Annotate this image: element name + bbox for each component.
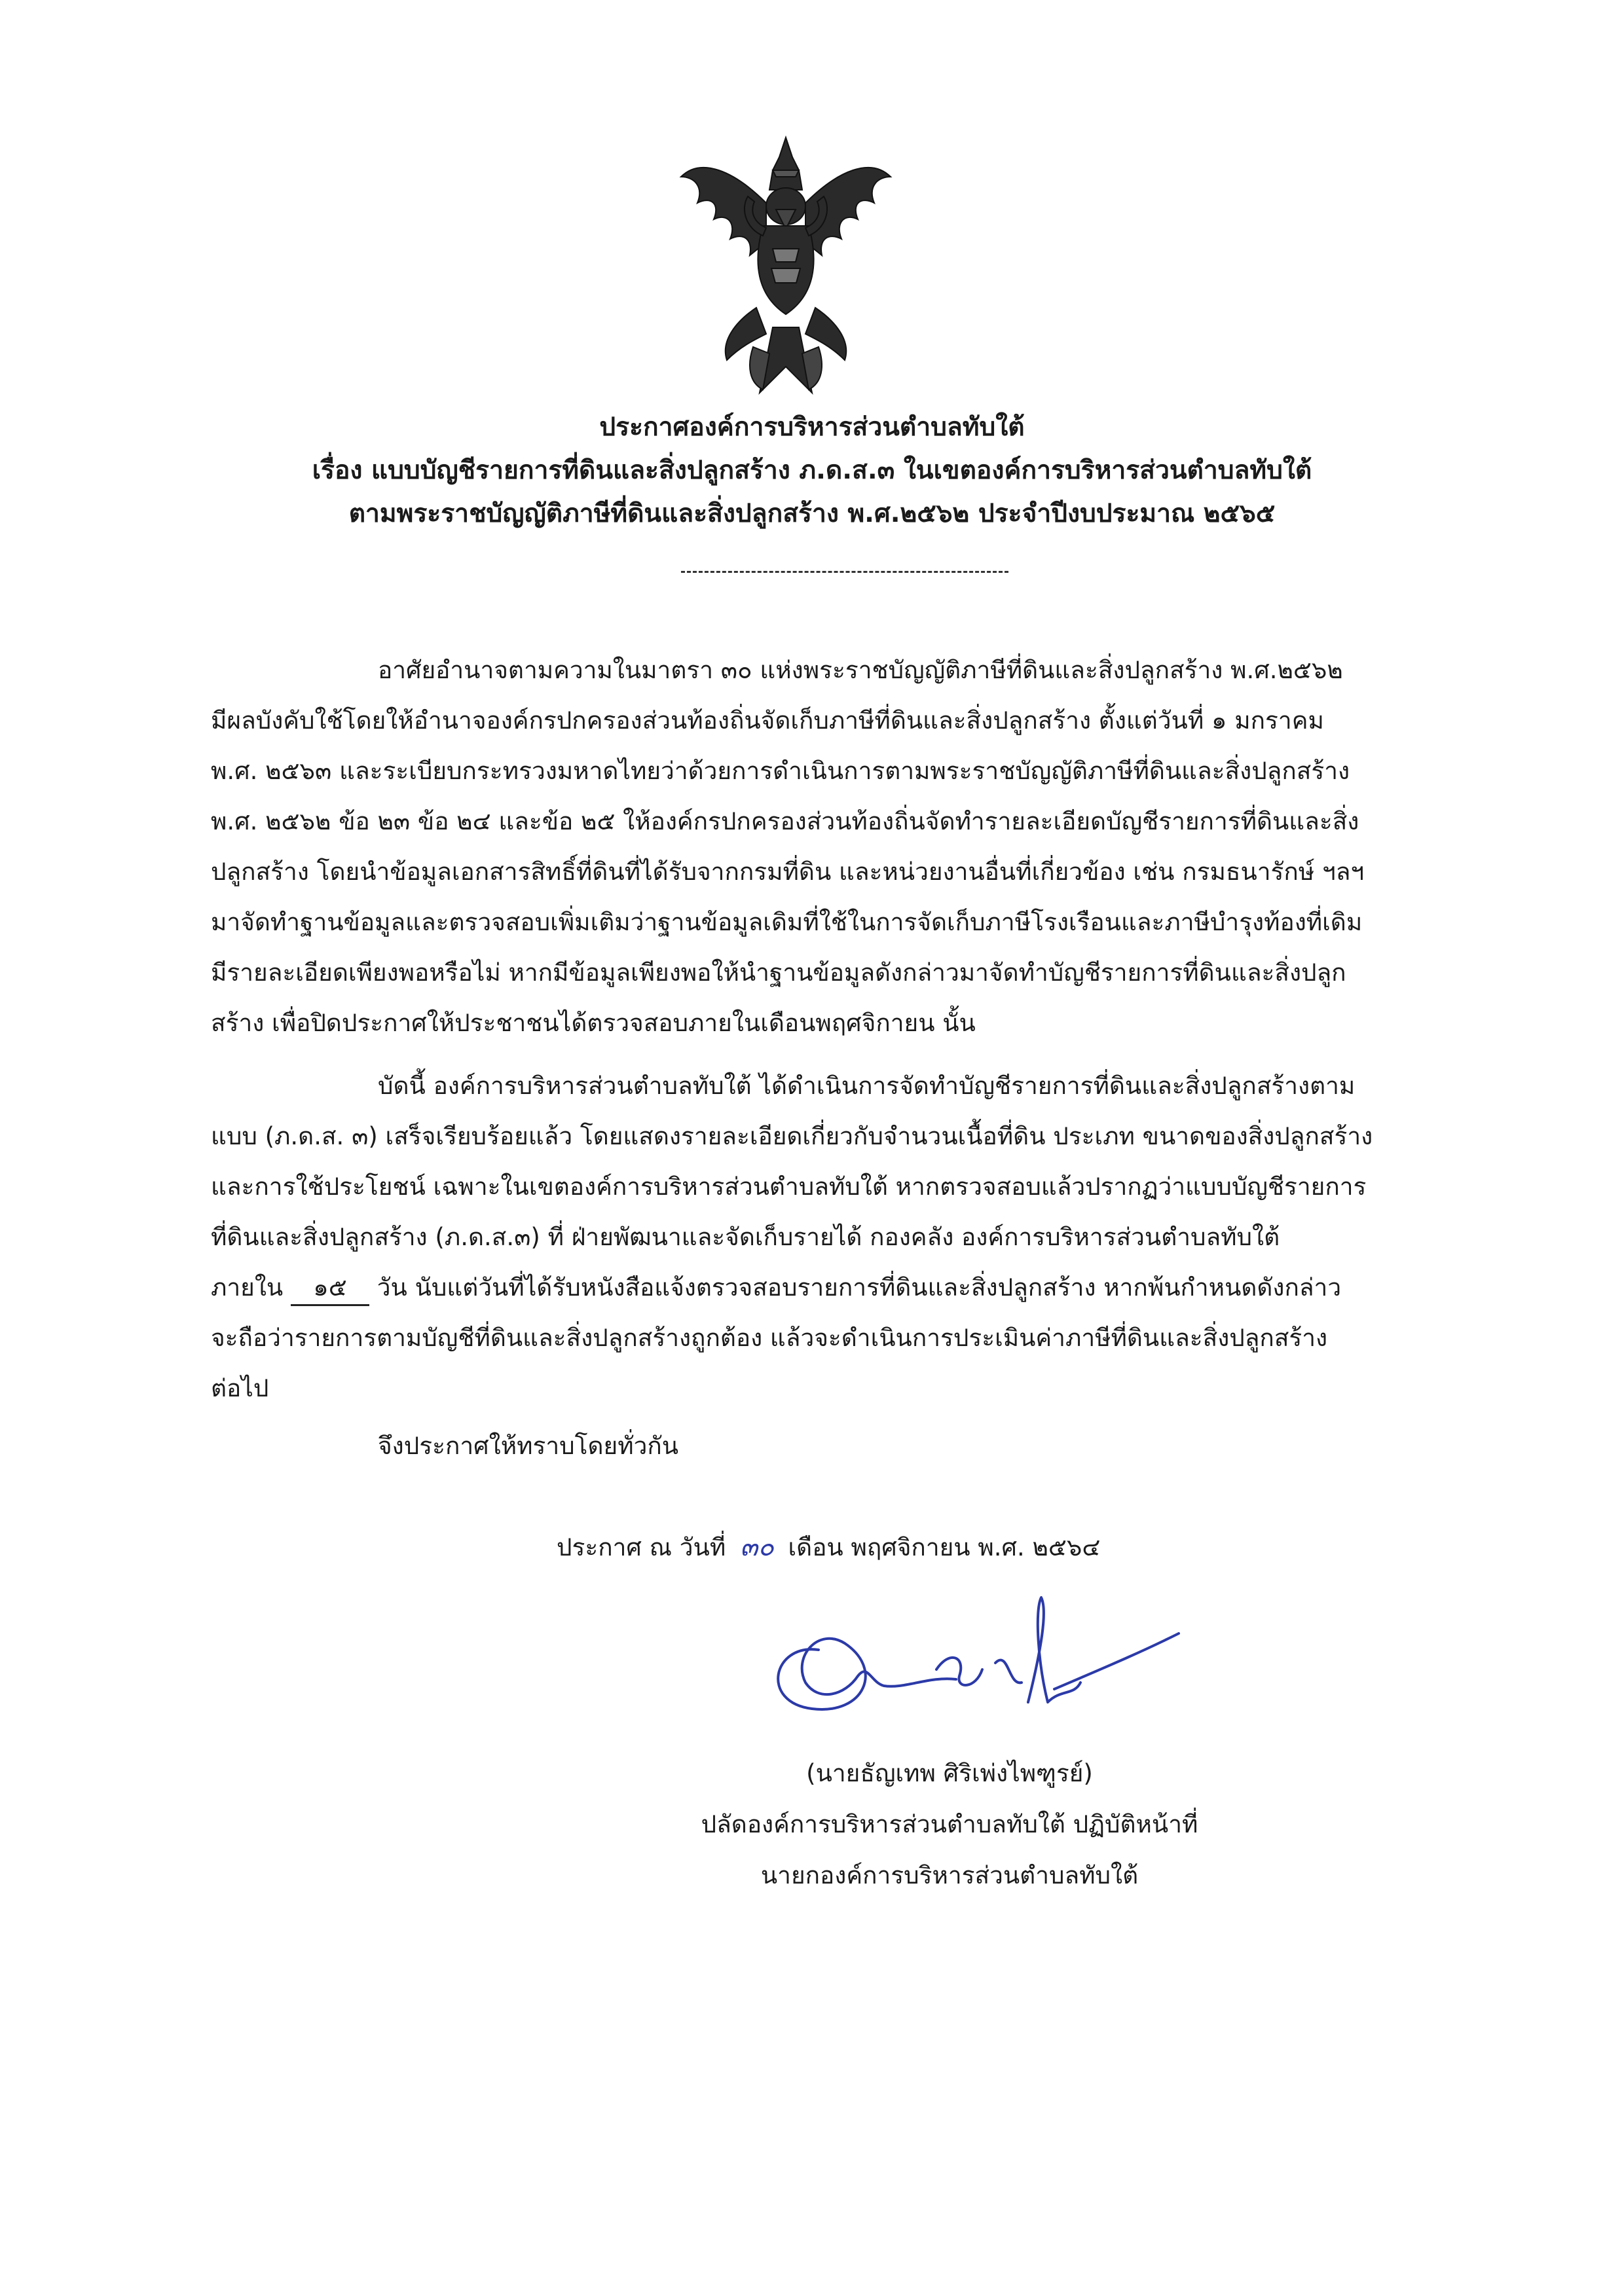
paragraph-line: จะถือว่ารายการตามบัญชีที่ดินและสิ่งปลูกสร้างถูกต้อง แล้วจะดำเนินการประเมินค่าภาษีที่ดินและสิ่งปลูกสร้าง — [211, 1324, 1328, 1352]
title-line-1: ประกาศองค์การบริหารส่วนตำบลทับใต้ — [599, 412, 1025, 442]
signer-position-1: ปลัดองค์การบริหารส่วนตำบลทับใต้ ปฏิบัติหน้าที่ — [701, 1810, 1198, 1838]
paragraph-line: แบบ (ภ.ด.ส. ๓) เสร็จเรียบร้อยแล้ว โดยแสดงรายละเอียดเกี่ยวกับจำนวนเนื้อที่ดิน ประเภท ขนาดของสิ่งปลูกสร้าง — [211, 1122, 1373, 1150]
paragraph-line: พ.ศ. ๒๕๖๒ ข้อ ๒๓ ข้อ ๒๔ และข้อ ๒๕ ให้องค์กรปกครองส่วนท้องถิ่นจัดทำรายละเอียดบัญชีรายการที่ดินและสิ่ง — [211, 807, 1359, 835]
date-suffix: เดือน พฤศจิกายน พ.ศ. ๒๕๖๔ — [788, 1533, 1101, 1561]
announcement-date — [557, 1525, 1100, 1567]
paragraph-line: ที่ดินและสิ่งปลูกสร้าง (ภ.ด.ส.๓) ที่ ฝ่ายพัฒนาและจัดเก็บรายได้ กองคลัง องค์การบริหารส่วนตำบลทับใต้ — [211, 1223, 1280, 1251]
garuda-emblem-icon — [674, 131, 897, 406]
paragraph-line: พ.ศ. ๒๕๖๓ และระเบียบกระทรวงมหาดไทยว่าด้วยการดำเนินการตามพระราชบัญญัติภาษีที่ดินและสิ่งปลูกสร้าง — [211, 757, 1350, 785]
body-paragraph-2 — [211, 1061, 1494, 1413]
closing-line: จึงประกาศให้ทราบโดยทั่วกัน — [378, 1432, 679, 1460]
paragraph-line: มีรายละเอียดเพียงพอหรือไม่ หากมีข้อมูลเพียงพอให้นำฐานข้อมูลดังกล่าวมาจัดทำบัญชีรายการที่ดินและสิ่งปลูก — [211, 958, 1346, 987]
title-line-2: เรื่อง แบบบัญชีรายการที่ดินและสิ่งปลูกสร้าง ภ.ด.ส.๓ ในเขตองค์การบริหารส่วนตำบลทับใต้ — [312, 456, 1312, 485]
closing-paragraph — [211, 1421, 1494, 1471]
paragraph-line: มีผลบังคับใช้โดยให้อำนาจองค์กรปกครองส่วนท้องถิ่นจัดเก็บภาษีที่ดินและสิ่งปลูกสร้าง ตั้งแต่วันที่ ๑ มกราคม — [211, 706, 1324, 735]
signer-position-2: นายกองค์การบริหารส่วนตำบลทับใต้ — [760, 1861, 1139, 1889]
signer-block — [589, 1748, 1310, 1901]
paragraph-line: บัดนี้ องค์การบริหารส่วนตำบลทับใต้ ได้ดำเนินการจัดทำบัญชีรายการที่ดินและสิ่งปลูกสร้างตาม — [378, 1072, 1356, 1100]
deadline-prefix: ภายใน — [211, 1273, 284, 1302]
signer-name: (นายธัญเทพ ศิริเพ่งไพฑูรย์) — [806, 1759, 1093, 1787]
title-line-3: ตามพระราชบัญญัติภาษีที่ดินและสิ่งปลูกสร้าง พ.ศ.๒๕๖๒ ประจำปีงบประมาณ ๒๕๖๕ — [348, 499, 1276, 528]
paragraph-line: ต่อไป — [211, 1374, 269, 1402]
paragraph-line: และการใช้ประโยชน์ เฉพาะในเขตองค์การบริหารส่วนตำบลทับใต้ หากตรวจสอบแล้วปรากฏว่าแบบบัญชีรายการ — [211, 1173, 1367, 1201]
deadline-suffix: วัน นับแต่วันที่ได้รับหนังสือแจ้งตรวจสอบรายการที่ดินและสิ่งปลูกสร้าง หากพ้นกำหนดดังกล่าว — [377, 1273, 1342, 1302]
date-prefix: ประกาศ ณ วันที่ — [557, 1533, 726, 1561]
paragraph-line: ปลูกสร้าง โดยนำข้อมูลเอกสารสิทธิ์ที่ดินที่ได้รับจากกรมที่ดิน และหน่วยงานอื่นที่เกี่ยวข้อง เช่น กรมธนารักษ์ ฯลฯ — [211, 858, 1365, 886]
paragraph-line-deadline — [211, 1262, 1494, 1313]
paragraph-line: มาจัดทำฐานข้อมูลและตรวจสอบเพิ่มเติมว่าฐานข้อมูลเดิมที่ใช้ในการจัดเก็บภาษีโรงเรือนและภาษีบำรุงท้องที่เดิม — [211, 908, 1363, 936]
title-divider — [681, 571, 1008, 573]
announcement-title — [164, 406, 1460, 536]
paragraph-line: อาศัยอำนาจตามความในมาตรา ๓๐ แห่งพระราชบัญญัติภาษีที่ดินและสิ่งปลูกสร้าง พ.ศ.๒๕๖๒ — [378, 656, 1343, 684]
paragraph-line: สร้าง เพื่อปิดประกาศให้ประชาชนได้ตรวจสอบภายในเดือนพฤศจิกายน นั้น — [211, 1009, 976, 1037]
date-day-handwritten: ๓๐ — [739, 1532, 774, 1562]
deadline-days-field: ๑๕ — [291, 1271, 369, 1306]
body-paragraph-1 — [211, 645, 1494, 1048]
signature-mark — [733, 1571, 1192, 1735]
